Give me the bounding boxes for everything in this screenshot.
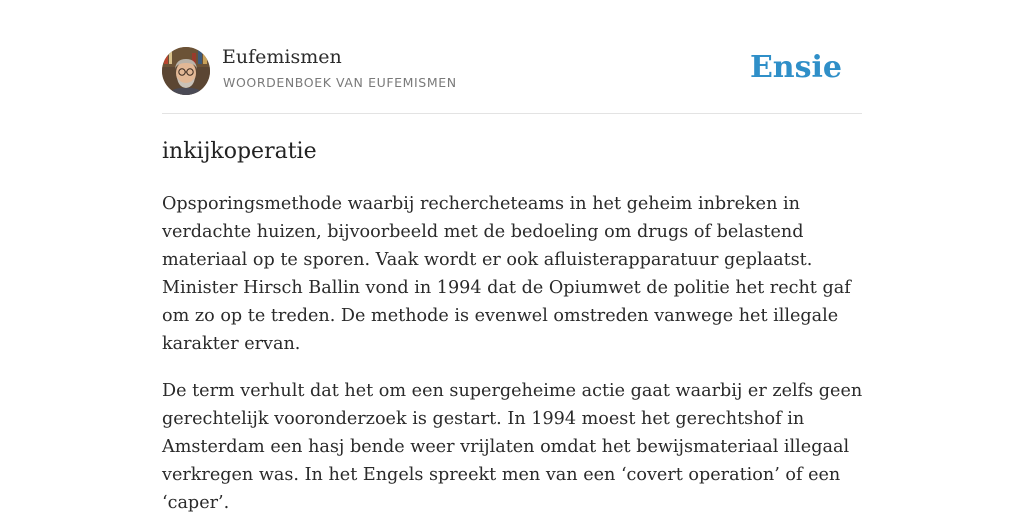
entry-definition (162, 190, 867, 512)
brand-logo-link[interactable]: Ensie (749, 50, 842, 85)
definition-paragraph: Opsporingsmethode waarbij rechercheteams in het geheim inbreken in verdachte huizen, bijvoorbeeld met de bedoeling om drugs of belastend materiaal op te sporen. Vaak wordt er ook afluisterapparatuur geplaatst. Minister Hirsch Ballin vond in 1994 dat de Opiumwet de politie het recht gaf om zo op te treden. De methode is evenwel omstreden vanwege het illegale karakter ervan. (162, 194, 851, 354)
definition-paragraph: De term verhult dat het om een supergeheime actie gaat waarbij er zelfs geen gerechtelijk vooronderzoek is gestart. In 1994 moest het gerechtshof in Amsterdam een hasj bende weer vrijlaten omdat het bewijsmateriaal illegaal verkregen was. In het Engels spreekt men van een ‘covert operation’ of een ‘caper’. (162, 381, 863, 512)
source-header (162, 46, 862, 96)
source-title[interactable]: Eufemismen (222, 46, 342, 68)
author-portrait-icon[interactable] (162, 47, 210, 95)
source-subtitle: WOORDENBOEK VAN EUFEMISMEN (223, 75, 457, 90)
header-divider (162, 113, 862, 114)
entry-term: inkijkoperatie (162, 139, 317, 164)
